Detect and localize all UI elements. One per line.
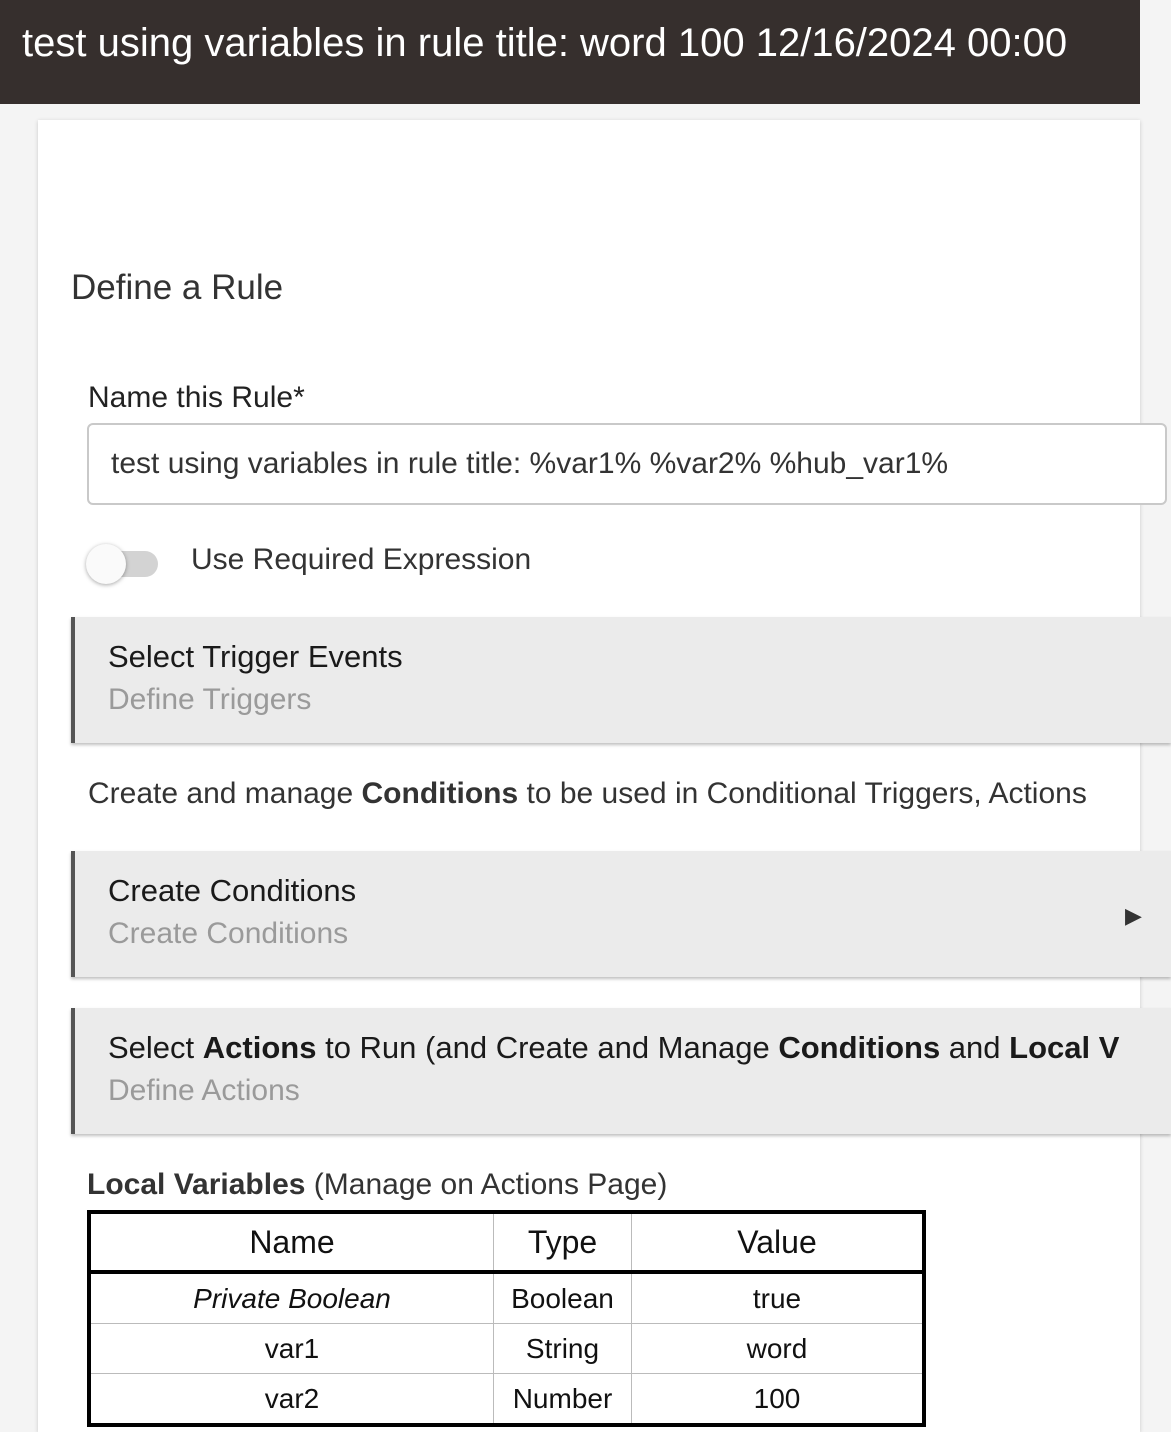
variable-type-cell: Number xyxy=(494,1374,632,1426)
rule-name-label: Name this Rule* xyxy=(88,381,305,414)
local-variables-caption-bold: Local Variables xyxy=(87,1168,306,1201)
actions-title-bold: Actions xyxy=(202,1030,317,1065)
rule-name-input[interactable] xyxy=(87,423,1167,505)
actions-title-bold: Local V xyxy=(1009,1030,1120,1065)
table-row xyxy=(89,1324,924,1374)
trigger-section-subtitle: Define Triggers xyxy=(108,683,312,716)
variable-value-cell: word xyxy=(632,1324,925,1374)
local-variables-caption xyxy=(87,1168,667,1202)
conditions-section-subtitle: Create Conditions xyxy=(108,917,349,950)
required-expression-label: Use Required Expression xyxy=(191,543,532,576)
conditions-intro-prefix: Create and manage xyxy=(88,777,362,810)
variable-type-cell: Boolean xyxy=(494,1272,632,1324)
variable-name-cell: Private Boolean xyxy=(89,1272,494,1324)
select-trigger-events-button[interactable] xyxy=(71,617,1171,743)
select-actions-button[interactable] xyxy=(71,1008,1171,1134)
actions-title-part: and xyxy=(940,1030,1010,1065)
actions-section-subtitle: Define Actions xyxy=(108,1074,300,1107)
actions-section-title xyxy=(108,1030,1119,1066)
actions-title-bold: Conditions xyxy=(778,1030,941,1065)
variable-value-cell: true xyxy=(632,1272,925,1324)
column-header-type: Type xyxy=(494,1212,632,1272)
column-header-value: Value xyxy=(632,1212,925,1272)
table-row xyxy=(89,1374,924,1426)
variable-name-cell: var2 xyxy=(89,1374,494,1426)
local-variables-table xyxy=(87,1210,926,1427)
conditions-intro-suffix: to be used in Conditional Triggers, Actions xyxy=(518,777,1087,810)
actions-title-part: Select xyxy=(108,1030,203,1065)
header-title: test using variables in rule title: word 100 12/16/2024 00:00 xyxy=(22,21,1068,65)
table-row xyxy=(89,1272,924,1324)
triangle-right-icon: ▶ xyxy=(1125,903,1142,928)
table-header-row xyxy=(89,1212,924,1272)
actions-title-part: to Run (and Create and Manage xyxy=(316,1030,779,1065)
variable-type-cell: String xyxy=(494,1324,632,1374)
create-conditions-button[interactable] xyxy=(71,851,1171,977)
variable-value-cell: 100 xyxy=(753,1382,801,1414)
column-header-name: Name xyxy=(89,1212,494,1272)
app-header xyxy=(0,0,1140,104)
trigger-section-title: Select Trigger Events xyxy=(108,639,403,674)
toggle-knob xyxy=(86,544,126,584)
conditions-intro-bold: Conditions xyxy=(361,777,519,810)
variable-name-cell: var1 xyxy=(89,1324,494,1374)
required-expression-toggle[interactable] xyxy=(86,544,162,584)
local-variables-caption-rest: (Manage on Actions Page) xyxy=(305,1168,668,1201)
page-title: Define a Rule xyxy=(71,268,284,307)
conditions-section-title: Create Conditions xyxy=(108,873,357,908)
conditions-intro-text xyxy=(88,777,1087,811)
